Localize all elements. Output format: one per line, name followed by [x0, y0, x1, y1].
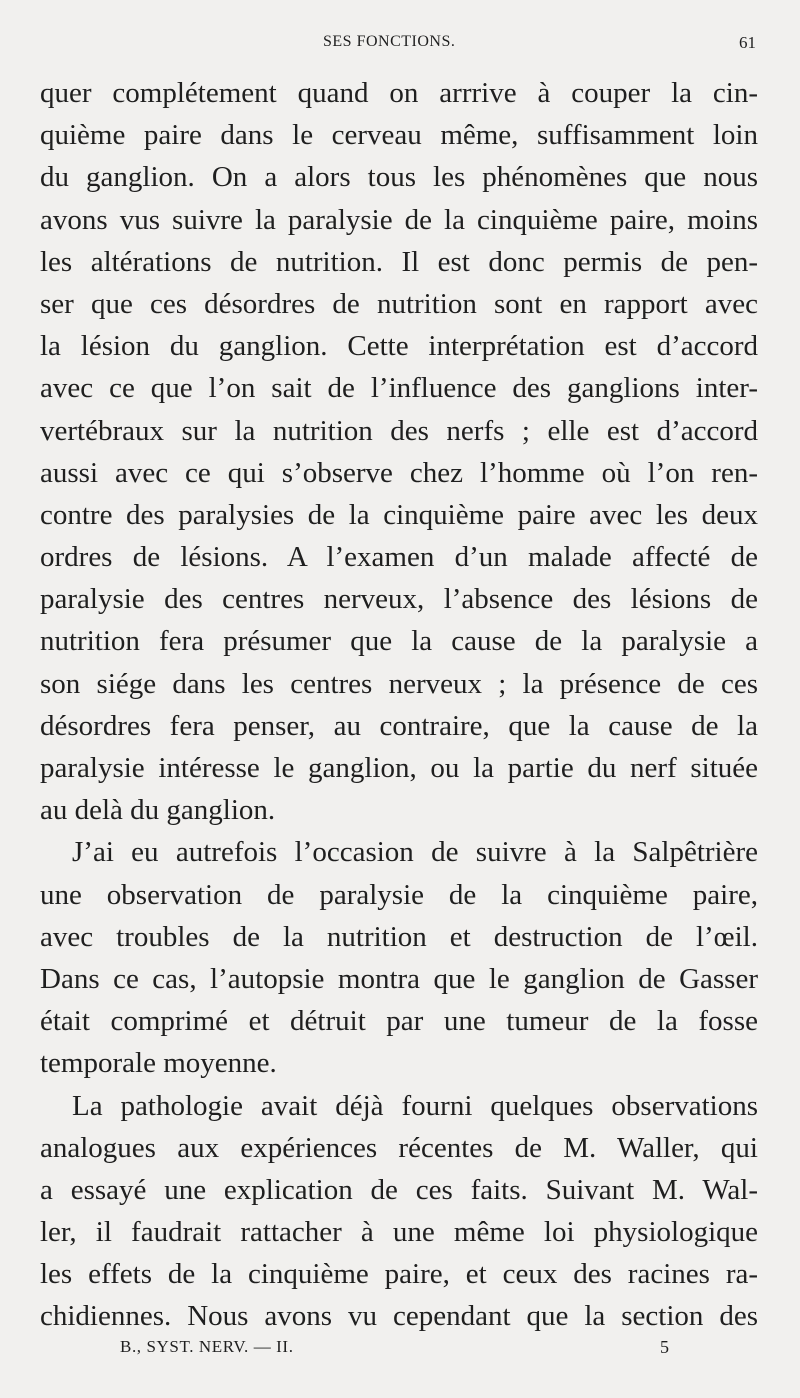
text-line: son siége dans les centres nerveux ; la présence de ces [40, 667, 758, 700]
text-line: J’ai eu autrefois l’occasion de suivre à la Salpêtrière [72, 836, 758, 869]
running-head [0, 33, 800, 57]
text-line: chidiennes. Nous avons vu cependant que la section des [40, 1300, 758, 1333]
page-footer [0, 1337, 800, 1361]
text-line: avec ce que l’on sait de l’influence des ganglions inter- [40, 372, 758, 405]
text-line: vertébraux sur la nutrition des nerfs ; elle est d’accord [40, 414, 758, 447]
body-text [40, 72, 758, 1338]
paragraph-2 [40, 831, 758, 1084]
text-line: une observation de paralysie de la cinquième paire, [40, 878, 758, 911]
text-line: la lésion du ganglion. Cette interprétation est d’accord [40, 330, 758, 363]
paragraph-3 [40, 1085, 758, 1338]
text-line: temporale moyenne. [40, 1047, 277, 1080]
text-line: nutrition fera présumer que la cause de la paralysie a [40, 625, 758, 658]
text-line: au delà du ganglion. [40, 794, 276, 827]
text-line: était comprimé et détruit par une tumeur de la fosse [40, 1005, 758, 1038]
text-line: avec troubles de la nutrition et destruction de l’œil. [40, 920, 758, 953]
text-line: paralysie des centres nerveux, l’absence des lésions de [40, 583, 758, 616]
text-line: désordres fera penser, au contraire, que la cause de la [40, 709, 758, 742]
printer-signature: B., SYST. NERV. — II. [120, 1337, 294, 1356]
text-line: aussi avec ce qui s’observe chez l’homme où l’on ren- [40, 456, 758, 489]
page-number: 61 [739, 33, 756, 52]
signature-number: 5 [660, 1337, 669, 1357]
paragraph-1 [40, 72, 758, 831]
text-line: avons vus suivre la paralysie de la cinquième paire, moins [40, 203, 758, 236]
text-line: ser que ces désordres de nutrition sont en rapport avec [40, 287, 758, 320]
text-line: du ganglion. On a alors tous les phénomènes que nous [40, 161, 758, 194]
text-line: quième paire dans le cerveau même, suffisamment loin [40, 119, 758, 152]
text-line: Dans ce cas, l’autopsie montra que le ganglion de Gasser [40, 962, 758, 995]
text-line: a essayé une explication de ces faits. Suivant M. Wal- [40, 1173, 758, 1206]
text-line: analogues aux expériences récentes de M. Waller, qui [40, 1131, 758, 1164]
text-line: ordres de lésions. A l’examen d’un malade affecté de [40, 541, 758, 574]
text-line: paralysie intéresse le ganglion, ou la partie du nerf située [40, 752, 758, 784]
text-line: quer complétement quand on arrrive à couper la cin- [40, 77, 758, 109]
text-line: La pathologie avait déjà fourni quelques observations [72, 1089, 758, 1122]
text-line: contre des paralysies de la cinquième paire avec les deux [40, 498, 758, 531]
text-line: les effets de la cinquième paire, et ceux des racines ra- [40, 1258, 758, 1291]
running-title: SES FONCTIONS. [323, 33, 456, 50]
text-line: les altérations de nutrition. Il est donc permis de pen- [40, 245, 758, 278]
text-line: ler, il faudrait rattacher à une même loi physiologique [40, 1216, 758, 1249]
